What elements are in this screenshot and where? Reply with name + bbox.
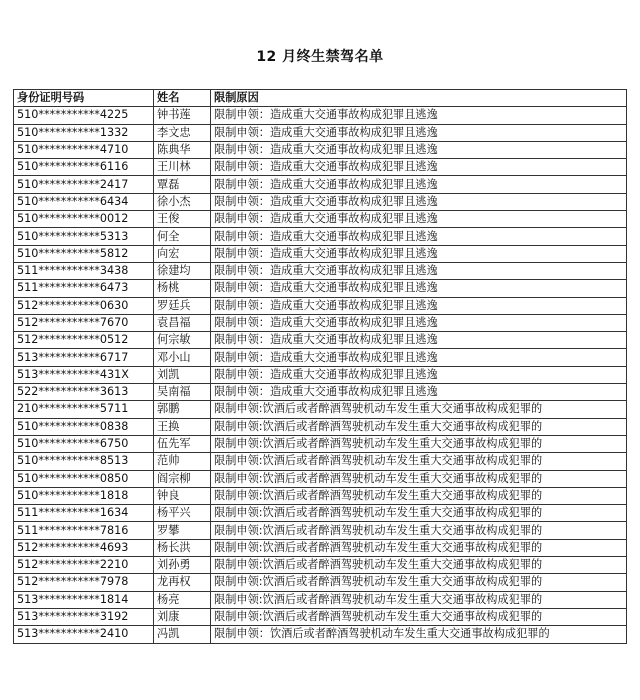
- table-row: [14, 505, 627, 522]
- table-row: [14, 332, 627, 349]
- cell-name: 李文忠: [154, 124, 211, 141]
- cell-id-number: 522***********3613: [14, 384, 154, 401]
- table-row: [14, 124, 627, 141]
- cell-id-number: 511***********3438: [14, 262, 154, 279]
- cell-id-number: 513***********3192: [14, 608, 154, 625]
- cell-reason: 限制申领：造成重大交通事故构成犯罪且逃逸: [211, 332, 627, 349]
- cell-id-number: 513***********2410: [14, 626, 154, 643]
- cell-name: 杨桃: [154, 280, 211, 297]
- cell-name: 袁昌福: [154, 314, 211, 331]
- cell-reason: 限制申领：造成重大交通事故构成犯罪且逃逸: [211, 297, 627, 314]
- cell-id-number: 512***********4693: [14, 539, 154, 556]
- cell-name: 向宏: [154, 245, 211, 262]
- cell-id-number: 510***********8513: [14, 453, 154, 470]
- cell-id-number: 510***********5313: [14, 228, 154, 245]
- cell-reason: 限制申领：造成重大交通事故构成犯罪且逃逸: [211, 124, 627, 141]
- cell-reason: 限制申领：造成重大交通事故构成犯罪且逃逸: [211, 384, 627, 401]
- cell-reason: 限制申领:饮酒后或者醉酒驾驶机动车发生重大交通事故构成犯罪的: [211, 539, 627, 556]
- cell-name: 何宗敏: [154, 332, 211, 349]
- table-row: [14, 435, 627, 452]
- cell-reason: 限制申领：造成重大交通事故构成犯罪且逃逸: [211, 245, 627, 262]
- cell-id-number: 512***********7978: [14, 574, 154, 591]
- cell-id-number: 510***********6434: [14, 193, 154, 210]
- cell-id-number: 510***********6750: [14, 435, 154, 452]
- cell-name: 刘孙勇: [154, 557, 211, 574]
- cell-name: 何全: [154, 228, 211, 245]
- cell-id-number: 510***********4710: [14, 141, 154, 158]
- cell-id-number: 210***********5711: [14, 401, 154, 418]
- cell-id-number: 513***********6717: [14, 349, 154, 366]
- cell-id-number: 512***********0630: [14, 297, 154, 314]
- cell-name: 杨长洪: [154, 539, 211, 556]
- cell-reason: 限制申领：造成重大交通事故构成犯罪且逃逸: [211, 280, 627, 297]
- cell-reason: 限制申领:饮酒后或者醉酒驾驶机动车发生重大交通事故构成犯罪的: [211, 557, 627, 574]
- cell-id-number: 510***********0012: [14, 211, 154, 228]
- cell-name: 冯凯: [154, 626, 211, 643]
- table-header-row: [14, 90, 627, 107]
- cell-reason: 限制申领:饮酒后或者醉酒驾驶机动车发生重大交通事故构成犯罪的: [211, 574, 627, 591]
- table-row: [14, 574, 627, 591]
- cell-reason: 限制申领：饮酒后或者醉酒驾驶机动车发生重大交通事故构成犯罪的: [211, 626, 627, 643]
- table-row: [14, 539, 627, 556]
- cell-reason: 限制申领:饮酒后或者醉酒驾驶机动车发生重大交通事故构成犯罪的: [211, 435, 627, 452]
- cell-id-number: 510***********6116: [14, 159, 154, 176]
- cell-reason: 限制申领:饮酒后或者醉酒驾驶机动车发生重大交通事故构成犯罪的: [211, 608, 627, 625]
- table-row: [14, 453, 627, 470]
- cell-id-number: 513***********1814: [14, 591, 154, 608]
- cell-name: 徐小杰: [154, 193, 211, 210]
- cell-id-number: 510***********5812: [14, 245, 154, 262]
- table-row: [14, 366, 627, 383]
- table-row: [14, 297, 627, 314]
- cell-id-number: 511***********7816: [14, 522, 154, 539]
- cell-id-number: 510***********0850: [14, 470, 154, 487]
- cell-reason: 限制申领:饮酒后或者醉酒驾驶机动车发生重大交通事故构成犯罪的: [211, 453, 627, 470]
- page-title: 12 月终生禁驾名单: [256, 49, 384, 65]
- cell-id-number: 512***********7670: [14, 314, 154, 331]
- cell-id-number: 513***********431X: [14, 366, 154, 383]
- table-row: [14, 176, 627, 193]
- cell-name: 吴南福: [154, 384, 211, 401]
- cell-name: 刘凯: [154, 366, 211, 383]
- table-row: [14, 280, 627, 297]
- cell-reason: 限制申领：造成重大交通事故构成犯罪且逃逸: [211, 211, 627, 228]
- banned-drivers-table: [13, 89, 627, 644]
- cell-name: 覃磊: [154, 176, 211, 193]
- table-row: [14, 591, 627, 608]
- cell-id-number: 512***********2210: [14, 557, 154, 574]
- cell-id-number: 510***********1332: [14, 124, 154, 141]
- cell-name: 徐建均: [154, 262, 211, 279]
- cell-reason: 限制申领:饮酒后或者醉酒驾驶机动车发生重大交通事故构成犯罪的: [211, 470, 627, 487]
- table-row: [14, 487, 627, 504]
- cell-name: 钟良: [154, 487, 211, 504]
- cell-id-number: 510***********2417: [14, 176, 154, 193]
- cell-reason: 限制申领:饮酒后或者醉酒驾驶机动车发生重大交通事故构成犯罪的: [211, 591, 627, 608]
- table-row: [14, 557, 627, 574]
- cell-reason: 限制申领：造成重大交通事故构成犯罪且逃逸: [211, 314, 627, 331]
- cell-reason: 限制申领：造成重大交通事故构成犯罪且逃逸: [211, 159, 627, 176]
- table-row: [14, 608, 627, 625]
- table-row: [14, 228, 627, 245]
- cell-name: 龙再权: [154, 574, 211, 591]
- cell-name: 王俊: [154, 211, 211, 228]
- table-body: [14, 107, 627, 643]
- table-row: [14, 193, 627, 210]
- cell-id-number: 512***********0512: [14, 332, 154, 349]
- cell-reason: 限制申领:饮酒后或者醉酒驾驶机动车发生重大交通事故构成犯罪的: [211, 418, 627, 435]
- cell-reason: 限制申领:饮酒后或者醉酒驾驶机动车发生重大交通事故构成犯罪的: [211, 505, 627, 522]
- cell-reason: 限制申领：造成重大交通事故构成犯罪且逃逸: [211, 107, 627, 124]
- cell-name: 杨亮: [154, 591, 211, 608]
- cell-name: 王川林: [154, 159, 211, 176]
- cell-name: 罗攀: [154, 522, 211, 539]
- cell-name: 刘康: [154, 608, 211, 625]
- cell-name: 范帅: [154, 453, 211, 470]
- cell-name: 郭鹏: [154, 401, 211, 418]
- cell-id-number: 510***********1818: [14, 487, 154, 504]
- cell-name: 钟书莲: [154, 107, 211, 124]
- table-row: [14, 262, 627, 279]
- table-row: [14, 211, 627, 228]
- table-row: [14, 159, 627, 176]
- table-row: [14, 522, 627, 539]
- cell-name: 邓小山: [154, 349, 211, 366]
- table-row: [14, 626, 627, 643]
- cell-name: 杨平兴: [154, 505, 211, 522]
- cell-reason: 限制申领：造成重大交通事故构成犯罪且逃逸: [211, 193, 627, 210]
- cell-name: 阎宗柳: [154, 470, 211, 487]
- table-row: [14, 107, 627, 124]
- cell-reason: 限制申领：造成重大交通事故构成犯罪且逃逸: [211, 366, 627, 383]
- header-id-number: 身份证明号码: [14, 90, 154, 107]
- header-name: 姓名: [154, 90, 211, 107]
- table-row: [14, 314, 627, 331]
- header-reason: 限制原因: [211, 90, 627, 107]
- table-row: [14, 470, 627, 487]
- table-row: [14, 384, 627, 401]
- cell-id-number: 510***********0838: [14, 418, 154, 435]
- table-row: [14, 418, 627, 435]
- table-row: [14, 141, 627, 158]
- table-row: [14, 401, 627, 418]
- cell-reason: 限制申领：造成重大交通事故构成犯罪且逃逸: [211, 262, 627, 279]
- cell-reason: 限制申领：造成重大交通事故构成犯罪且逃逸: [211, 349, 627, 366]
- cell-name: 王换: [154, 418, 211, 435]
- cell-reason: 限制申领：造成重大交通事故构成犯罪且逃逸: [211, 228, 627, 245]
- cell-id-number: 511***********1634: [14, 505, 154, 522]
- table-row: [14, 349, 627, 366]
- cell-reason: 限制申领:饮酒后或者醉酒驾驶机动车发生重大交通事故构成犯罪的: [211, 522, 627, 539]
- cell-reason: 限制申领:饮酒后或者醉酒驾驶机动车发生重大交通事故构成犯罪的: [211, 487, 627, 504]
- cell-reason: 限制申领：造成重大交通事故构成犯罪且逃逸: [211, 176, 627, 193]
- cell-id-number: 511***********6473: [14, 280, 154, 297]
- cell-reason: 限制申领：造成重大交通事故构成犯罪且逃逸: [211, 141, 627, 158]
- cell-id-number: 510***********4225: [14, 107, 154, 124]
- cell-name: 陈典华: [154, 141, 211, 158]
- table-row: [14, 245, 627, 262]
- cell-name: 伍先军: [154, 435, 211, 452]
- cell-name: 罗廷兵: [154, 297, 211, 314]
- cell-reason: 限制申领:饮酒后或者醉酒驾驶机动车发生重大交通事故构成犯罪的: [211, 401, 627, 418]
